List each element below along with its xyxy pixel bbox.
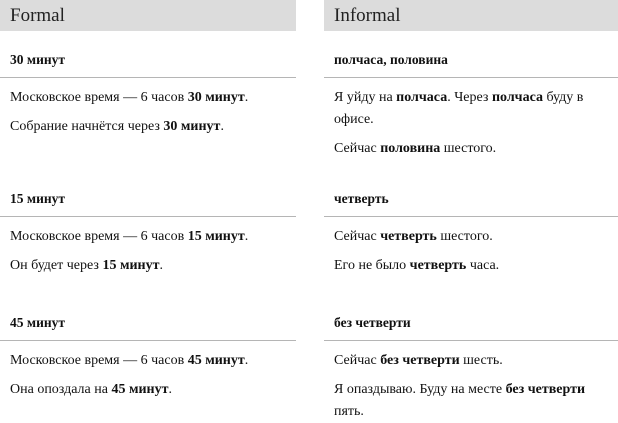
formal-example (10, 226, 292, 248)
example-keyword: четверть (380, 229, 437, 244)
example-keyword: 45 минут (187, 353, 245, 368)
example-text: Московское время — 6 часов (10, 353, 188, 368)
example-text: Я опаздываю. Буду на месте (334, 382, 506, 397)
example-keyword: 15 минут (187, 229, 245, 244)
informal-example (334, 379, 614, 423)
example-text: Она опоздала на (10, 382, 112, 397)
formal-term: 15 минут (10, 191, 66, 206)
example-text: Сейчас (334, 353, 381, 368)
formal-term: 45 минут (10, 315, 66, 330)
section-divider (0, 77, 296, 78)
formal-column (0, 0, 296, 397)
example-text: . Через (447, 90, 492, 105)
example-text: Сейчас (334, 141, 381, 156)
example-keyword: 30 минут (163, 119, 221, 134)
section-divider (0, 340, 296, 341)
section-divider (0, 216, 296, 217)
example-text: Московское время — 6 часов (10, 90, 188, 105)
informal-term: четверть (334, 191, 389, 206)
example-keyword: полчаса (491, 90, 543, 105)
informal-example (334, 255, 614, 277)
example-text: . (159, 258, 163, 273)
informal-example (334, 226, 614, 248)
example-keyword: четверть (409, 258, 467, 273)
section-divider (324, 340, 618, 341)
informal-term: полчаса, половина (334, 52, 448, 67)
formal-example (10, 379, 292, 401)
example-text: пять. (334, 404, 364, 419)
example-text: шестого. (436, 229, 493, 244)
example-text: Я уйду на (334, 90, 397, 105)
example-keyword: без четверти (380, 353, 460, 368)
example-text: Его не было (334, 258, 410, 273)
formal-example (10, 87, 292, 109)
example-keyword: 45 минут (111, 382, 169, 397)
example-keyword: без четверти (505, 382, 586, 397)
example-keyword: полчаса (396, 90, 448, 105)
informal-header: Informal (324, 0, 618, 31)
section-divider (324, 216, 618, 217)
example-text: Он будет через (10, 258, 103, 273)
example-text: шестого. (440, 141, 497, 156)
informal-example (334, 87, 614, 131)
formal-term: 30 минут (10, 52, 66, 67)
example-keyword: 30 минут (187, 90, 245, 105)
formal-example (10, 255, 292, 277)
example-text: . (244, 90, 249, 105)
formal-example (10, 350, 292, 372)
example-text: шесть. (459, 353, 503, 368)
section-divider (324, 77, 618, 78)
example-text: Московское время — 6 часов (10, 229, 188, 244)
example-text: буду в офисе. (334, 90, 584, 127)
formal-header: Formal (0, 0, 296, 31)
informal-example (334, 350, 614, 372)
example-text: . (220, 119, 224, 134)
example-text: часа. (466, 258, 500, 273)
informal-example (334, 138, 614, 160)
informal-term: без четверти (334, 315, 411, 330)
informal-column (324, 0, 618, 419)
example-text: . (168, 382, 172, 397)
formal-example (10, 116, 292, 138)
example-text: Сейчас (334, 229, 381, 244)
example-text: . (244, 229, 249, 244)
example-text: . (244, 353, 249, 368)
example-text: Собрание начнётся через (10, 119, 164, 134)
example-keyword: половина (380, 141, 441, 156)
example-keyword: 15 минут (102, 258, 160, 273)
